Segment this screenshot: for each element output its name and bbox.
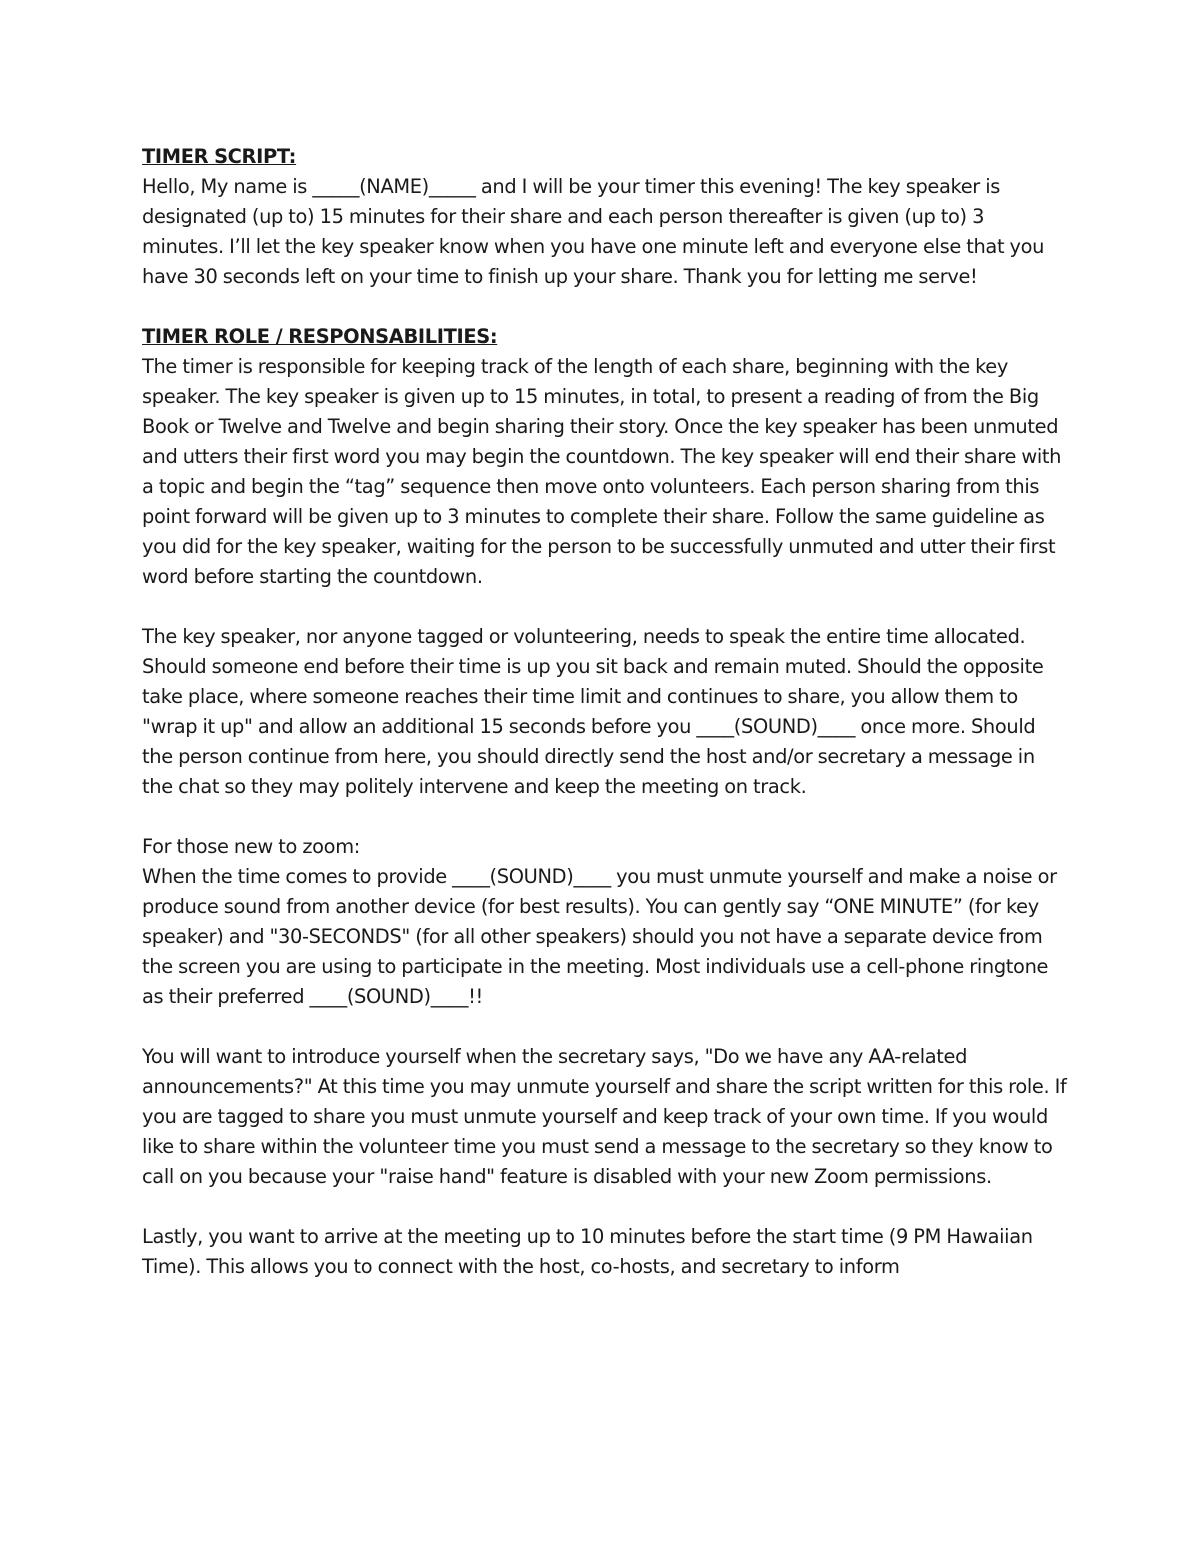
timer-role-paragraph-2: The key speaker, nor anyone tagged or volunteering, needs to speak the entire time allocated. Should someone end before their time is up you sit back and remain muted. Should the opposite take place, where someone reaches their time limit and continues to share, you allow them to "wrap it up" and allow an additional 15 seconds before you ____(SOUND)____ once more. Should the person continue from here, you should directly send the host and/or secretary a message in the chat so they may politely intervene and keep the meeting on track. bbox=[142, 625, 1044, 798]
paragraph-gap bbox=[142, 292, 1067, 322]
zoom-text: When the time comes to provide ____(SOUND)____ you must unmute yourself and make a noise or produce sound from another device (for best results). You can gently say “ONE MINUTE” (for key speaker) and "30-SECONDS" (for all other speakers) should you not have a separate device from the screen you are using to participate in the meeting. Most individuals use a cell-phone ringtone as their preferred ____(SOUND)____!! bbox=[142, 865, 1057, 1008]
paragraph-gap bbox=[142, 592, 1067, 622]
paragraph-gap bbox=[142, 802, 1067, 832]
timer-role-paragraph-1: The timer is responsible for keeping track of the length of each share, beginning with the key speaker. The key speaker is given up to 15 minutes, in total, to present a reading of from the Big Book or Twelve and Twelve and begin sharing their story. Once the key speaker has been unmuted and utters their first word you may begin the countdown. The key speaker will end their share with a topic and begin the “tag” sequence then move onto volunteers. Each person sharing from this point forward will be given up to 3 minutes to complete their share. Follow the same guideline as you did for the key speaker, waiting for the person to be successfully unmuted and utter their first word before starting the countdown. bbox=[142, 355, 1062, 588]
paragraph-gap bbox=[142, 1192, 1067, 1222]
introduce-paragraph: You will want to introduce yourself when the secretary says, "Do we have any AA-related announcements?" At this time you may unmute yourself and share the script written for this role. If you are tagged to share you must unmute yourself and keep track of your own time. If you would like to share within the volunteer time you must send a message to the secretary so they know to call on you because your "raise hand" feature is disabled with your new Zoom permissions. bbox=[142, 1045, 1067, 1188]
zoom-intro: For those new to zoom: bbox=[142, 835, 360, 858]
lastly-paragraph: Lastly, you want to arrive at the meeting up to 10 minutes before the start time (9 PM Hawaiian Time). This allows you to connect with the host, co-hosts, and secretary to inform bbox=[142, 1225, 1033, 1278]
timer-role-heading: TIMER ROLE / RESPONSABILITIES: bbox=[142, 325, 498, 348]
paragraph-gap bbox=[142, 1012, 1067, 1042]
timer-script-text: Hello, My name is _____(NAME)_____ and I will be your timer this evening! The key speaker is designated (up to) 15 minutes for their share and each person thereafter is given (up to) 3 minutes. I’ll let the key speaker know when you have one minute left and everyone else that you have 30 seconds left on your time to finish up your share. Thank you for letting me serve! bbox=[142, 175, 1045, 288]
timer-script-heading: TIMER SCRIPT: bbox=[142, 145, 297, 168]
document-body bbox=[142, 142, 1067, 1282]
